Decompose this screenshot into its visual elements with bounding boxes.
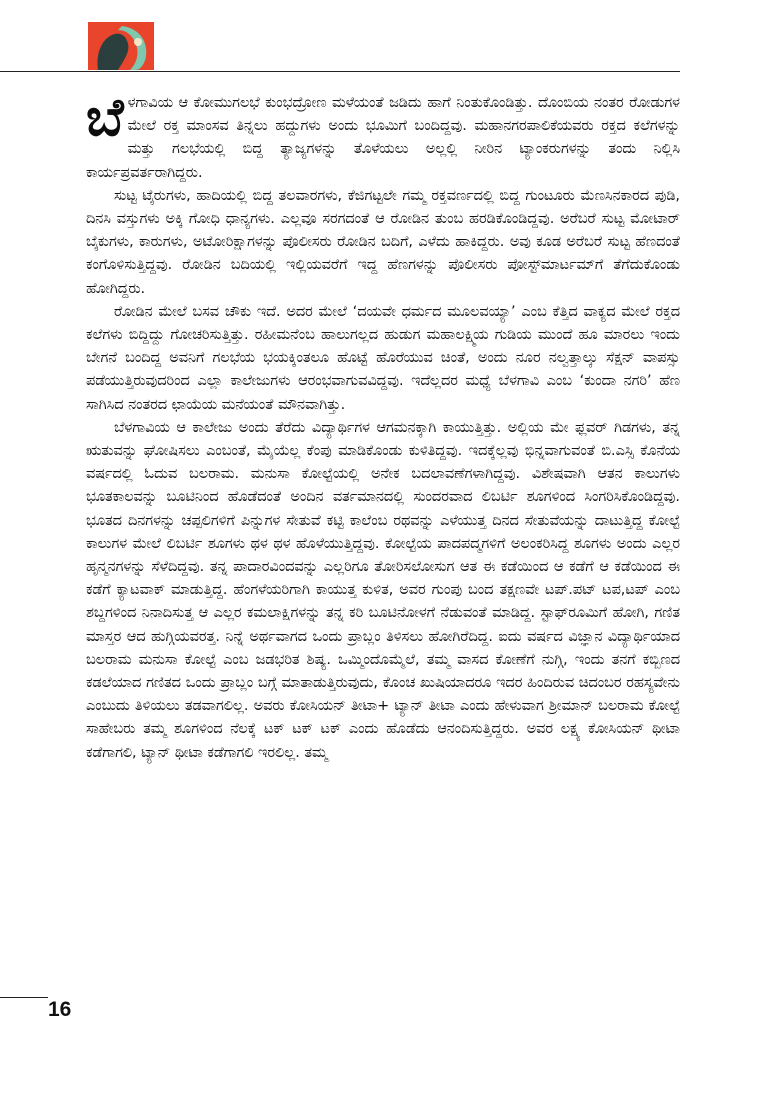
paragraph-1-text: ಳಗಾವಿಯ ಆ ಕೋಮುಗಲಭೆ ಕುಂಭದ್ರೋಣ ಮಳೆಯಂತೆ ಜಡಿದು ಹಾಗೆ ನಿಂತುಕೊಂಡಿತ್ತು. ದೊಂಬಿಯ ನಂತರ ರೋಡುಗಳ ಮೇಲೆ ರಕ್ತ ಮಾಂಸವ ತಿನ್ನಲು ಹದ್ದುಗಳು ಅಂದು ಭೂಮಿಗೆ ಬಂದಿದ್ದವು. ಮಹಾನಗರಪಾಲಿಕೆಯವರು ರಕ್ತದ ಕಲೆಗಳನ್ನು ಮತ್ತು ಗಲಭೆಯಲ್ಲಿ ಬಿದ್ದ ತ್ಯಾಜ್ಯಗಳನ್ನು ತೊಳೆಯಲು ಅಲ್ಲಲ್ಲಿ ನೀರಿನ ಟ್ಯಾಂಕರುಗಳನ್ನು ತಂದು ನಿಲ್ಲಿಸಿ ಕಾರ್ಯಪ್ರವರ್ತರಾಗಿದ್ದರು. — [86, 95, 680, 181]
paragraph-1 — [86, 88, 680, 185]
paragraph-2: ಸುಟ್ಟ ಟೈರುಗಳು, ಹಾದಿಯಲ್ಲಿ ಬಿದ್ದ ತಲವಾರಗಳು, ಕೆಜಿಗಟ್ಟಲೇ ಗಮ್ಮ ರಕ್ತವರ್ಣದಲ್ಲಿ ಬಿದ್ದ ಗುಂಟೂರು ಮೆಣಸಿನಕಾರದ ಪುಡಿ, ದಿನಸಿ ವಸ್ತುಗಳು ಅಕ್ಕಿ ಗೋಧಿ ಧಾನ್ಯಗಳು. ಎಲ್ಲವೂ ಸರಗದಂತೆ ಆ ರೋಡಿನ ತುಂಬ ಹರಡಿಕೊಂಡಿದ್ದವು. ಅರೆಬರೆ ಸುಟ್ಟ ಮೋಟಾರ್ ಬೈಕುಗಳು, ಕಾರುಗಳು, ಅಟೋರಿಕ್ಷಾಗಳನ್ನು ಪೊಲೀಸರು ರೋಡಿನ ಬದಿಗೆ, ಎಳೆದು ಹಾಕಿದ್ದರು. ಅವು ಕೂಡ ಅರೆಬರೆ ಸುಟ್ಟ ಹೆಣದಂತೆ ಕಂಗೊಳಿಸುತ್ತಿದ್ದವು. ರೋಡಿನ ಬದಿಯಲ್ಲಿ ಇಲ್ಲಿಯವರೆಗೆ ಇದ್ದ ಹೆಣಗಳನ್ನು ಪೊಲೀಸರು ಪೋಸ್ಟ್‌ಮಾರ್ಟಮ್‌ಗೆ ತೆಗೆದುಕೊಂಡು ಹೋಗಿದ್ದರು. — [86, 187, 680, 297]
footer-rule — [0, 997, 48, 998]
article-body — [86, 88, 680, 765]
paragraph-3: ರೋಡಿನ ಮೇಲೆ ಬಸವ ಚೌಕು ಇದೆ. ಅದರ ಮೇಲೆ ‘ದಯವೇ ಧರ್ಮದ ಮೂಲವಯ್ಯಾ’ ಎಂಬ ಕೆತ್ತಿದ ವಾಕ್ಯದ ಮೇಲೆ ರಕ್ತದ ಕಲೆಗಳು ಬಿದ್ದಿದ್ದು ಗೋಚರಿಸುತ್ತಿತ್ತು. ರಹೀಮನೆಂಬ ಹಾಲುಗಲ್ಲದ ಹುಡುಗ ಮಹಾಲಕ್ಷ್ಮಿಯ ಗುಡಿಯ ಮುಂದೆ ಹೂ ಮಾರಲು ಇಂದು ಬೇಗನೆ ಬಂದಿದ್ದ ಅವನಿಗೆ ಗಲಭೆಯ ಭಯಕ್ಕಿಂತಲೂ ಹೊಟ್ಟೆ ಹೊರೆಯುವ ಚಿಂತೆ, ಅಂದು ನೂರ ನಲ್ವತ್ತಾಲ್ಕು ಸೆಕ್ಷನ್ ವಾಪಸ್ಸು ಪಡೆಯುತ್ತಿರುವುದರಿಂದ ಎಲ್ಲಾ ಕಾಲೇಜುಗಳು ಆರಂಭವಾಗುವವಿದ್ದವು. ಇದೆಲ್ಲದರ ಮಧ್ಯೆ ಬೆಳಗಾವಿ ಎಂಬ ‘ಕುಂದಾ ನಗರಿ’ ಹೆಣ ಸಾಗಿಸಿದ ನಂತರದ ಛಾಯೆಯ ಮನೆಯಂತೆ ಮೌನವಾಗಿತ್ತು. — [86, 303, 680, 413]
header-rule — [0, 71, 680, 72]
paragraph-4: ಬೆಳಗಾವಿಯ ಆ ಕಾಲೇಜು ಅಂದು ತೆರೆದು ವಿದ್ಯಾರ್ಥಿಗಳ ಆಗಮನಕ್ಕಾಗಿ ಕಾಯುತ್ತಿತ್ತು. ಅಲ್ಲಿಯ ಮೇ ಫ್ಲವರ್ ಗಿಡಗಳು, ತನ್ನ ಋತುವನ್ನು ಘೋಷಿಸಲು ಎಂಬಂತೆ, ಮೈಯೆಲ್ಲ ಕೆಂಪು ಮಾಡಿಕೊಂಡು ಕುಳಿತಿದ್ದವು. ಇದಕ್ಕೆಲ್ಲವು ಭಿನ್ನವಾಗುವಂತೆ ಬಿ.ಎಸ್ಸಿ ಕೊನೆಯ ವರ್ಷದಲ್ಲಿ ಓದುವ ಬಲರಾಮ. ಮನುಸಾ ಕೋಲ್ಟೆಯಲ್ಲಿ ಅನೇಕ ಬದಲಾವಣೆಗಳಾಗಿದ್ದವು. ವಿಶೇಷವಾಗಿ ಆತನ ಕಾಲುಗಳು ಭೂತಕಾಲವನ್ನು ಬೂಟಿನಿಂದ ಹೊಡೆದಂತೆ ಅಂದಿನ ವರ್ತಮಾನದಲ್ಲಿ ಸುಂದರವಾದ ಲಿಬರ್ಟಿ ಶೂಗಳಿಂದ ಸಿಂಗರಿಸಿಕೊಂಡಿದ್ದವು. ಭೂತದ ದಿನಗಳನ್ನು ಚಪ್ಪಲಿಗಳಿಗೆ ಪಿನ್ನುಗಳ ಸೇತುವೆ ಕಟ್ಟಿ ಕಾಲೆಂಬ ರಥವನ್ನು ಎಳೆಯುತ್ತ ದಿನದ ಸೇತುವೆಯನ್ನು ದಾಟುತ್ತಿದ್ದ ಕೋಲ್ಟೆ ಕಾಲುಗಳ ಮೇಲೆ ಲಿಬರ್ಟಿ ಶೂಗಳು ಥಳ ಥಳ ಹೊಳೆಯುತ್ತಿದ್ದವು. ಕೋಲ್ಟೆಯ ಪಾದಪದ್ಮಗಳಿಗೆ ಅಲಂಕರಿಸಿದ್ದ ಶೂಗಳು ಅಂದು ಎಲ್ಲರ ಹೃನ್ಮನಗಳನ್ನು ಸೆಳೆದಿದ್ದವು. ತನ್ನ ಪಾದಾರವಿಂದವನ್ನು ಎಲ್ಲರಿಗೂ ತೋರಿಸಲೋಸುಗ ಆತ ಈ ಕಡೆಯಿಂದ ಆ ಕಡೆಗೆ ಆ ಕಡೆಯಿಂದ ಈ ಕಡೆಗೆ ಕ್ಯಾಟವಾಕ್ ಮಾಡುತ್ತಿದ್ದ. ಹೆಂಗಳೆಯರಿಗಾಗಿ ಕಾಯುತ್ತ ಕುಳಿತ, ಅವರ ಗುಂಪು ಬಂದ ತಕ್ಷಣವೇ ಟಪ್.ಪಟ್ ಟಪ,ಟಪ್ ಎಂಬ ಶಬ್ದಗಳಿಂದ ನಿನಾದಿಸುತ್ತ ಆ ಎಲ್ಲರ ಕಮಲಾಕ್ಷಿಗಳನ್ನು ತನ್ನ ಕರಿ ಬೂಟಿನೋಳಗೆ ನೆಡುವಂತೆ ಮಾಡಿದ್ದ. ಸ್ಟಾಫ್‌ರೂಮಿಗೆ ಹೋಗಿ, ಗಣಿತ ಮಾಸ್ತರ ಆದ ಹುಗ್ಗಿಯವರತ್ತ. ನಿನ್ನೆ ಅರ್ಥವಾಗದ ಒಂದು ಪ್ರಾಬ್ಲಂ ತಿಳಿಸಲು ಹೋಗಿರೆದಿದ್ದ. ಐದು ವರ್ಷದ ವಿಜ್ಞಾನ ವಿದ್ಯಾರ್ಥಿಯಾದ ಬಲರಾಮ ಮನುಸಾ ಕೋಲ್ಟೆ ಎಂಬ ಜಡಭರಿತ ಶಿಷ್ಯ. ಒಮ್ಮಿಂದೊಮ್ಮೆಲೆ, ತಮ್ಮ ವಾಸದ ಕೋಣೆಗೆ ನುಗ್ಗಿ, ಇಂದು ತನಗೆ ಕಬ್ಬಿಣದ ಕಡಲೆಯಾದ ಗಣಿತದ ಒಂದು ಪ್ರಾಬ್ಲಂ ಬಗ್ಗೆ ಮಾತಾಡುತ್ತಿರುವುದು, ಕೊಂಚ ಖುಷಿಯಾದರೂ ಇದರ ಹಿಂದಿರುವ ಚಿದಂಬರ ರಹಸ್ಯವೇನು ಎಂಬುದು ತಿಳಿಯಲು ತಡವಾಗಲಿಲ್ಲ. ಅವರು ಕೋಸಿಯನ್ ತೀಟಾ+ ಟ್ಯಾನ್ ತೀಟಾ ಎಂದು ಹೇಳುವಾಗ ಶ್ರೀಮಾನ್ ಬಲರಾಮ ಕೋಲ್ಟೆ ಸಾಹೇಬರು ತಮ್ಮ ಶೂಗಳಿಂದ ನೆಲಕ್ಕೆ ಟಕ್ ಟಕ್ ಟಕ್ ಎಂದು ಹೊಡೆದು ಆನಂದಿಸುತ್ತಿದ್ದರು. ಅವರ ಲಕ್ಷ್ಯ ಕೋಸಿಯನ್ ಥೀಟಾ ಕಡೆಗಾಗಲಿ, ಟ್ಯಾನ್ ಥೀಟಾ ಕಡೆಗಾಗಲಿ ಇರಲಿಲ್ಲ. ತಮ್ಮ — [86, 419, 680, 761]
logo-graphic — [88, 22, 154, 70]
drop-cap: ಬೆ — [86, 88, 124, 148]
logo-earring — [134, 38, 142, 46]
woman-profile-logo-icon — [88, 22, 154, 70]
page-number: 16 — [48, 998, 72, 1021]
